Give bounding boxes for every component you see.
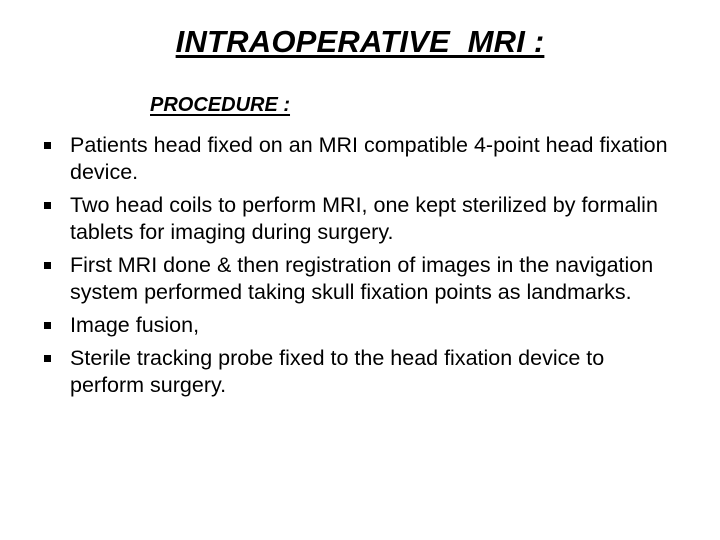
bullet-item: [44, 345, 684, 399]
slide-title: INTRAOPERATIVE MRI :: [175, 24, 545, 59]
square-bullet-icon: [44, 262, 51, 269]
bullet-item: [44, 132, 684, 186]
square-bullet-icon: [44, 355, 51, 362]
section-subtitle: PROCEDURE :: [150, 94, 291, 116]
bullet-list: [44, 132, 684, 405]
bullet-item: [44, 312, 684, 339]
bullet-text: First MRI done & then registration of images in the navigation system performed taking skull fixation points as landmarks.: [70, 253, 654, 304]
square-bullet-icon: [44, 202, 51, 209]
bullet-item: [44, 252, 684, 306]
bullet-item: [44, 192, 684, 246]
bullet-text: Patients head fixed on an MRI compatible 4-point head fixation device.: [70, 133, 668, 184]
bullet-text: Two head coils to perform MRI, one kept sterilized by formalin tablets for imaging during surgery.: [70, 193, 658, 244]
bullet-text: Sterile tracking probe fixed to the head fixation device to perform surgery.: [70, 346, 605, 397]
square-bullet-icon: [44, 142, 51, 149]
bullet-text: Image fusion,: [70, 313, 200, 337]
square-bullet-icon: [44, 322, 51, 329]
